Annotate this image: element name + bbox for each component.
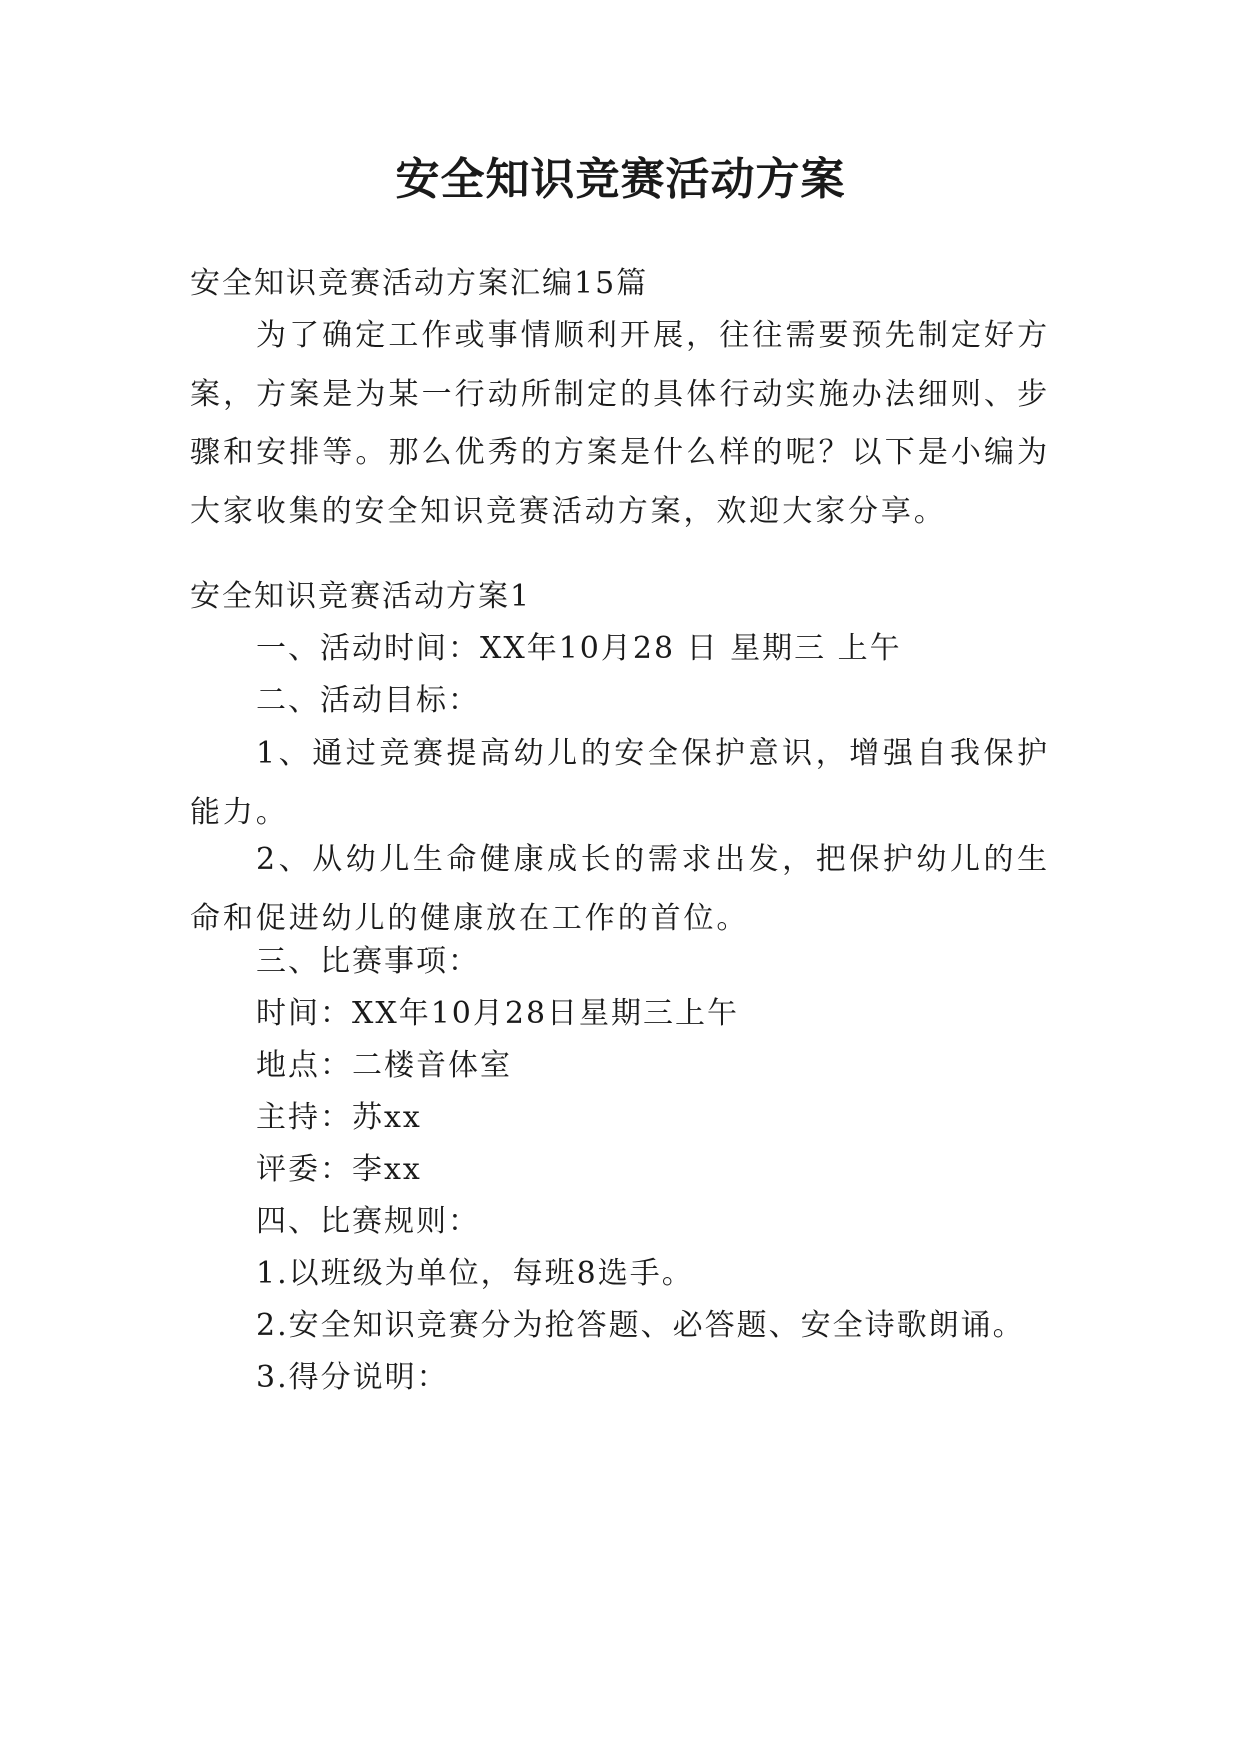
matters-judge: 评委：李xx	[256, 1152, 422, 1187]
collection-heading: 安全知识竞赛活动方案汇编15篇	[190, 266, 649, 301]
rule-item-2: 2.安全知识竞赛分为抢答题、必答题、安全诗歌朗诵。	[256, 1308, 1025, 1343]
matters-time: 时间：XX年10月28日星期三上午	[256, 996, 740, 1031]
activity-time: 一、活动时间：XX年10月28 日 星期三 上午	[256, 631, 902, 666]
goal-item-2: 2、从幼儿生命健康成长的需求出发，把保护幼儿的生命和促进幼儿的健康放在工作的首位。	[190, 842, 1050, 936]
goal-item-1: 1、通过竞赛提高幼儿的安全保护意识，增强自我保护能力。	[190, 736, 1050, 830]
goals-heading: 二、活动目标：	[256, 683, 480, 718]
matters-place: 地点：二楼音体室	[256, 1048, 512, 1083]
rules-heading: 四、比赛规则：	[256, 1204, 480, 1239]
rule-item-3: 3.得分说明：	[256, 1360, 449, 1395]
rule-item-1: 1.以班级为单位，每班8选手。	[256, 1256, 694, 1291]
matters-heading: 三、比赛事项：	[256, 944, 480, 979]
intro-paragraph: 为了确定工作或事情顺利开展，往往需要预先制定好方案，方案是为某一行动所制定的具体行动实施办法细则、步骤和安排等。那么优秀的方案是什么样的呢？以下是小编为大家收集的安全知识竞赛活动方案，欢迎大家分享。	[190, 318, 1050, 529]
section-heading: 安全知识竞赛活动方案1	[190, 579, 532, 614]
matters-host: 主持：苏xx	[256, 1100, 422, 1135]
document-title: 安全知识竞赛活动方案	[395, 154, 846, 205]
